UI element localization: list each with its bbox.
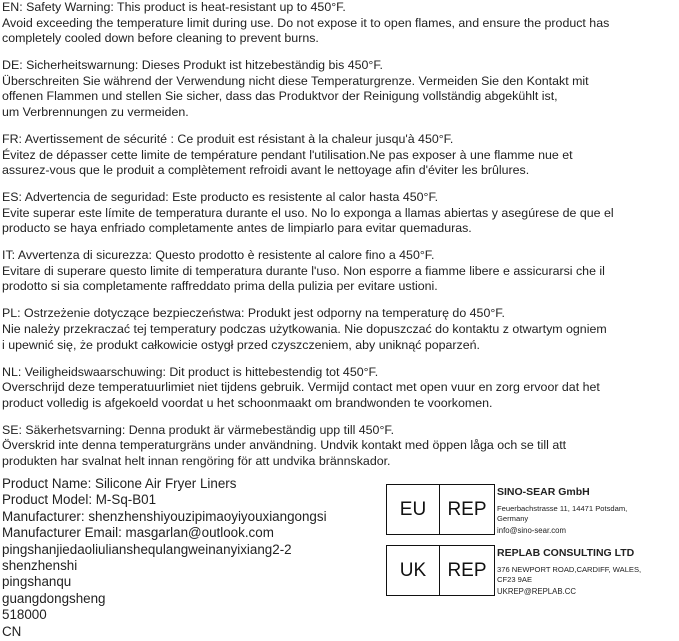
warning-line: Overschrijd deze temperatuurlimiet niet tijdens gebruik. Vermijd contact met open vuur en zorg ervoor dat het: [2, 380, 600, 395]
warning-line: Évitez de dépasser cette limite de température pendant l'utilisation.Ne pas exposer à une flamme nue et: [2, 147, 573, 162]
warning-line: SE: Säkerhetsvarning: Denna produkt är värmebeständig upp till 450°F.: [2, 422, 395, 437]
warning-en: [2, 0, 677, 47]
warning-line: IT: Avvertenza di sicurezza: Questo prodotto è resistente al calore fino a 450°F.: [2, 248, 435, 263]
manufacturer: Manufacturer: shenzhenshiyouzipimaoyiyouxiangongsi: [2, 508, 327, 524]
warning-line: completely cooled down before cleaning to prevent burns.: [2, 31, 319, 46]
warning-line: assurez-vous que le produit a complètement refroidi avant le nettoyage afin d'éviter les brûlures.: [2, 163, 530, 178]
address-line: shenzhenshi: [2, 558, 78, 574]
warning-line: PL: Ostrzeżenie dotyczące bezpieczeństwa: Produkt jest odporny na temperaturę do 450°F.: [2, 306, 505, 321]
eu-rep-address: Germany: [497, 513, 529, 523]
uk-rep-company: REPLAB CONSULTING LTD: [497, 547, 635, 559]
uk-rep-address: 376 NEWPORT ROAD,CARDIFF, WALES,: [497, 565, 642, 574]
uk-rep-label: REP: [447, 559, 487, 581]
warning-line: Överskrid inte denna temperaturgräns under användning. Undvik kontakt med öppen låga och se till att: [2, 438, 567, 453]
uk-rep-info: [497, 545, 641, 597]
address-country: CN: [2, 623, 22, 639]
warning-es: [2, 190, 677, 237]
warning-it: [2, 248, 677, 295]
address-postcode: 518000: [2, 607, 47, 623]
eu-rep-company: SINO-SEAR GmbH: [497, 486, 590, 498]
warning-pl: [2, 306, 677, 353]
safety-warnings: [2, 0, 677, 481]
manufacturer-email: Manufacturer Email: masgarlan@outlook.com: [2, 525, 274, 541]
eu-rep-info: [497, 484, 627, 536]
uk-rep-email: UKREP@REPLAB.CC: [497, 587, 576, 597]
address-line: guangdongsheng: [2, 590, 106, 606]
warning-line: Avoid exceeding the temperature limit during use. Do not expose it to open flames, and ensure the product has: [2, 15, 610, 30]
warning-line: NL: Veiligheidswaarschuwing: Dit product is hittebestendig tot 450°F.: [2, 364, 379, 379]
eu-rep-label: REP: [447, 498, 487, 520]
warning-line: Evite superar este límite de temperatura durante el uso. No lo exponga a llamas abiertas y asegúrese de que el: [2, 205, 614, 220]
warning-line: EN: Safety Warning: This product is heat-resistant up to 450°F.: [2, 0, 346, 14]
uk-rep-badge: [386, 545, 495, 596]
warning-fr: [2, 132, 677, 179]
warning-se: [2, 423, 677, 470]
product-name: Product Name: Silicone Air Fryer Liners: [2, 476, 237, 491]
address-line: pingshanqu: [2, 574, 72, 590]
warning-line: Überschreiten Sie während der Verwendung nicht diese Temperaturgrenze. Vermeiden Sie den Kontakt mit: [2, 73, 589, 88]
warning-line: ES: Advertencia de seguridad: Este producto es resistente al calor hasta 450°F.: [2, 190, 439, 205]
warning-line: offenen Flammen und stellen Sie sicher, dass das Produktvor der Reinigung vollständig abgekühlt ist,: [2, 89, 558, 104]
uk-rep-address: CF23 9AE: [497, 574, 533, 584]
warning-line: DE: Sicherheitswarnung: Dieses Produkt ist hitzebeständig bis 450°F.: [2, 58, 383, 73]
uk-code: UK: [387, 546, 440, 595]
warning-line: producto se haya enfriado completamente antes de limpiarlo para evitar quemaduras.: [2, 221, 472, 236]
warning-line: Evitare di superare questo limite di temperatura durante l'uso. Non esporre a fiamme libere e assicurarsi che il: [2, 263, 605, 278]
warning-line: i upewnić się, że produkt całkowicie ostygł przed czyszczeniem, aby uniknąć poparzeń.: [2, 337, 480, 352]
warning-line: FR: Avertissement de sécurité : Ce produit est résistant à la chaleur jusqu'à 450°F.: [2, 131, 454, 146]
warning-line: prodotto si sia completamente raffreddato prima della pulizia per evitare ustioni.: [2, 279, 438, 294]
eu-rep-badge: [386, 484, 495, 535]
warning-line: um Verbrennungen zu vermeiden.: [2, 104, 189, 119]
warning-nl: [2, 365, 677, 412]
eu-code: EU: [387, 485, 440, 534]
eu-rep-block: [386, 484, 676, 535]
warning-line: product volledig is afgekoeld voordat u het schoonmaakt om brandwonden te voorkomen.: [2, 395, 493, 410]
address-line: pingshanjiedaoliulianshequlangweinanyixiang2-2: [2, 541, 292, 557]
uk-rep-block: [386, 545, 676, 596]
warning-line: produkten har svalnat helt innan rengöring för att undvika brännskador.: [2, 453, 391, 468]
product-model: Product Model: M-Sq-B01: [2, 492, 157, 508]
product-info: [2, 476, 327, 640]
warning-line: Nie należy przekraczać tej temperatury podczas użytkowania. Nie dopuszczać do kontaktu z otwartym ogniem: [2, 322, 607, 337]
eu-rep-email: info@sino-sear.com: [497, 526, 567, 536]
warning-de: [2, 58, 677, 120]
eu-rep-address: Feuerbachstrasse 11, 14471 Potsdam,: [497, 504, 628, 513]
